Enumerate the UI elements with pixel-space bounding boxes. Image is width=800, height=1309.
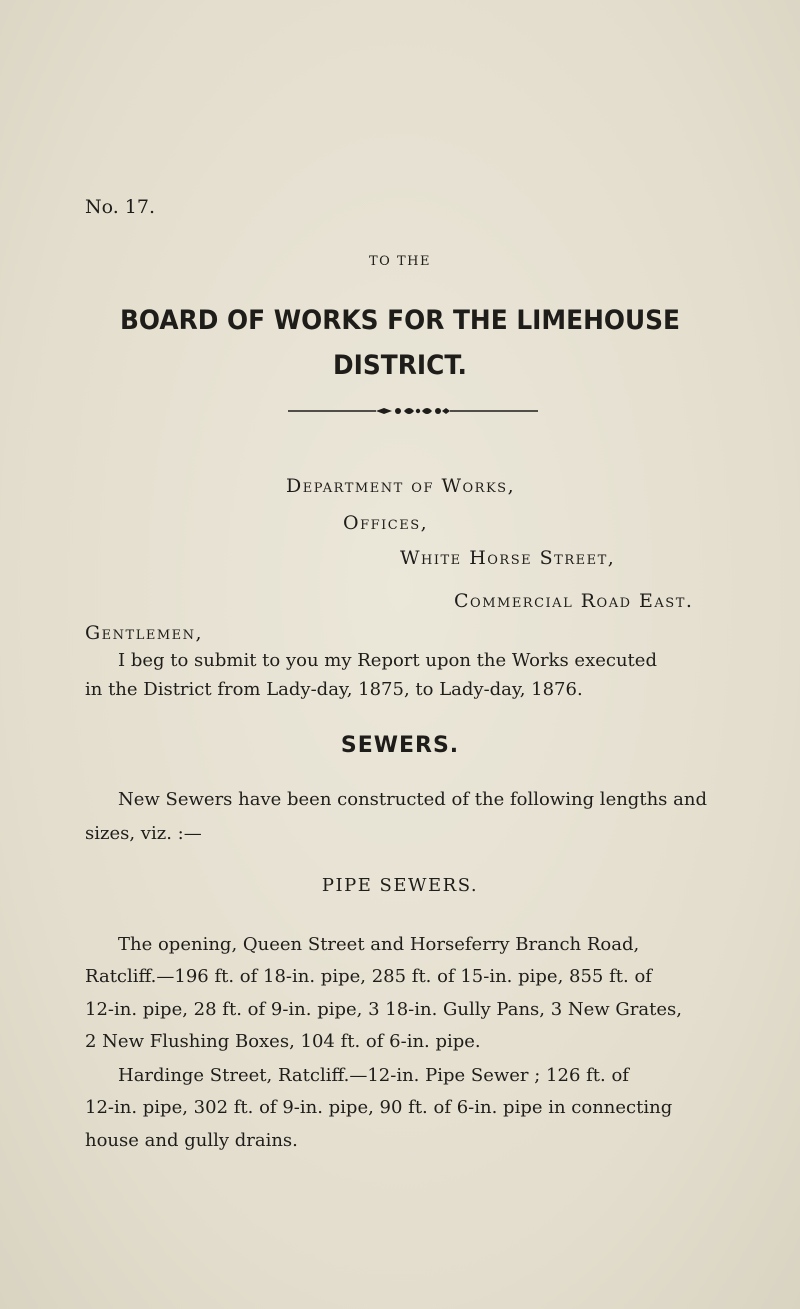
queen-street-line3: 12-in. pipe, 28 ft. of 9-in. pipe, 3 18-in. Gully Pans, 3 New Grates, [85, 999, 682, 1020]
address-street: White Horse Street, [400, 547, 616, 569]
heading-title-line1: BOARD OF WORKS FOR THE LIMEHOUSE [119, 305, 681, 336]
address-road: Commercial Road East. [454, 590, 694, 612]
queen-street-line2: Ratcliff.—196 ft. of 18-in. pipe, 285 ft. of 15-in. pipe, 855 ft. of [85, 966, 652, 987]
address-offices: Offices, [343, 512, 429, 534]
sewers-intro-line1: New Sewers have been constructed of the following lengths and [118, 789, 707, 810]
intro-line2: in the District from Lady-day, 1875, to Lady-day, 1876. [85, 679, 583, 700]
section-title-sewers: SEWERS. [340, 733, 460, 758]
queen-street-line1: The opening, Queen Street and Horseferry Branch Road, [118, 934, 640, 955]
heading-title-line2: DISTRICT. [333, 350, 467, 381]
subsection-title-pipe-sewers: PIPE SEWERS. [321, 875, 479, 896]
address-department: Department of Works, [286, 475, 516, 497]
intro-line1: I beg to submit to you my Report upon the Works executed [118, 650, 657, 671]
sewers-intro-line2: sizes, viz. :— [85, 823, 202, 844]
hardinge-street-line1: Hardinge Street, Ratcliff.—12-in. Pipe Sewer ; 126 ft. of [118, 1065, 629, 1086]
hardinge-street-line2: 12-in. pipe, 302 ft. of 9-in. pipe, 90 ft. of 6-in. pipe in connecting [85, 1097, 673, 1118]
salutation: Gentlemen, [85, 622, 204, 644]
heading-to-the: TO THE [369, 254, 431, 269]
document-number: No. 17. [85, 196, 156, 218]
hardinge-street-line3: house and gully drains. [85, 1130, 298, 1151]
ornamental-rule [288, 401, 538, 421]
queen-street-line4: 2 New Flushing Boxes, 104 ft. of 6-in. pipe. [85, 1031, 481, 1052]
